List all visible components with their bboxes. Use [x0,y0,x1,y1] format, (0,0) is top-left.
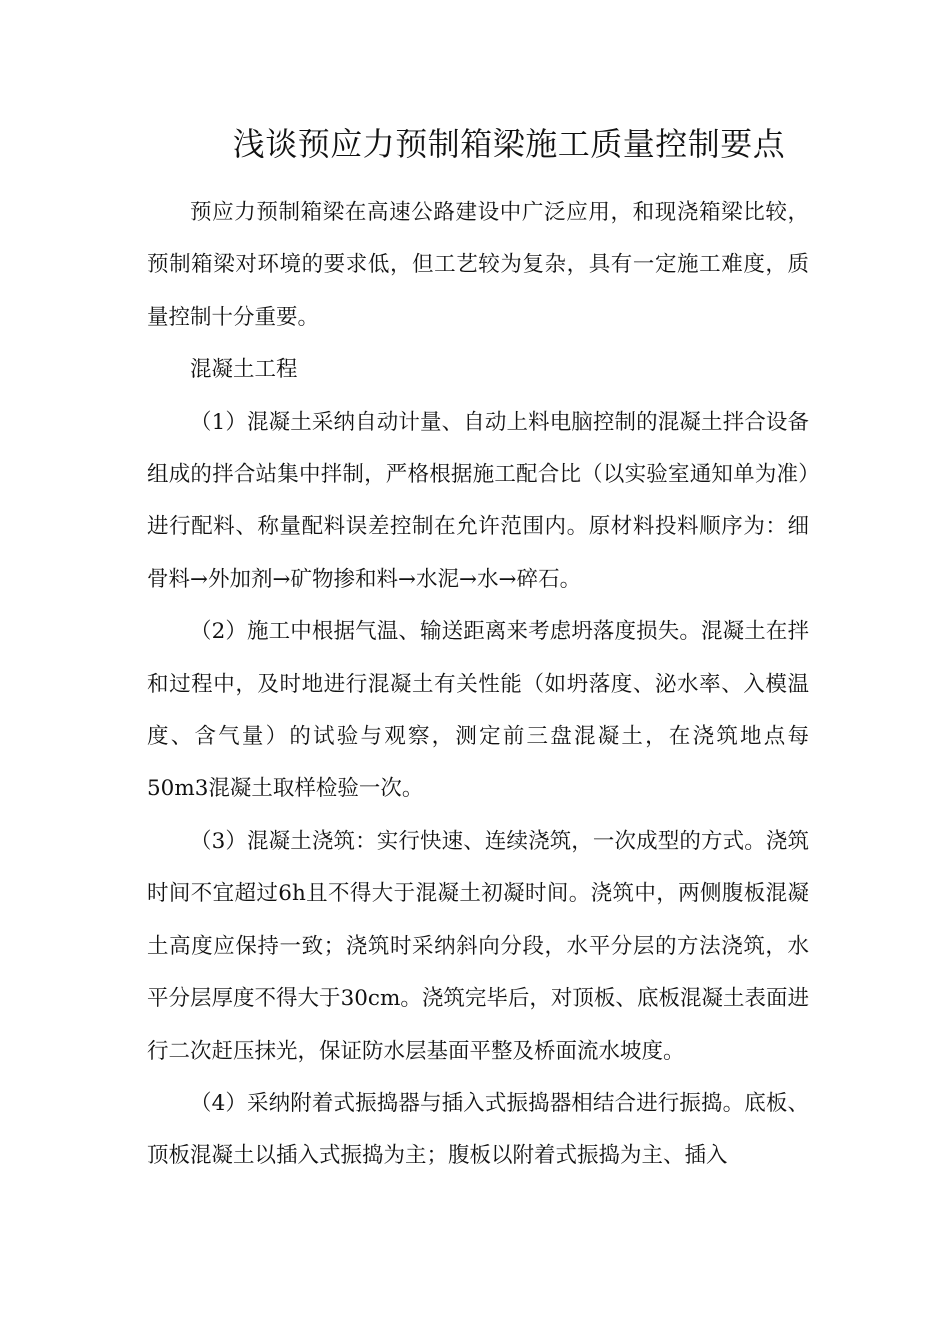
paragraph-item-3: （3）混凝土浇筑：实行快速、连续浇筑，一次成型的方式。浇筑时间不宜超过6h且不得大于混凝土初凝时间。浇筑中，两侧腹板混凝土高度应保持一致；浇筑时采纳斜向分段，水平分层的方法浇筑，水平分层厚度不得大于30cm。浇筑完毕后，对顶板、底板混凝土表面进行二次赶压抹光，保证防水层基面平整及桥面流水坡度。 [147,828,809,1064]
section-heading-concrete: 混凝土工程 [190,357,298,383]
paragraph-intro: 预应力预制箱梁在高速公路建设中广泛应用，和现浇箱梁比较，预制箱梁对环境的要求低，但工艺较为复杂，具有一定施工难度，质量控制十分重要。 [147,200,809,330]
document-title: 浅谈预应力预制箱梁施工质量控制要点 [232,125,786,163]
document-body [147,187,809,1183]
paragraph-item-1: （1）混凝土采纳自动计量、自动上料电脑控制的混凝土拌合设备组成的拌合站集中拌制，严格根据施工配合比（以实验室通知单为准）进行配料、称量配料误差控制在允许范围内。原材料投料顺序为：细骨料→外加剂→矿物掺和料→水泥→水→碎石。 [147,409,809,592]
paragraph-item-2: （2）施工中根据气温、输送距离来考虑坍落度损失。混凝土在拌和过程中，及时地进行混凝土有关性能（如坍落度、泌水率、入模温度、含气量）的试验与观察，测定前三盘混凝土，在浇筑地点每50m3混凝土取样检验一次。 [147,619,809,802]
paragraph-item-4: （4）采纳附着式振捣器与插入式振捣器相结合进行振捣。底板、顶板混凝土以插入式振捣为主；腹板以附着式振捣为主、插入 [147,1090,809,1169]
